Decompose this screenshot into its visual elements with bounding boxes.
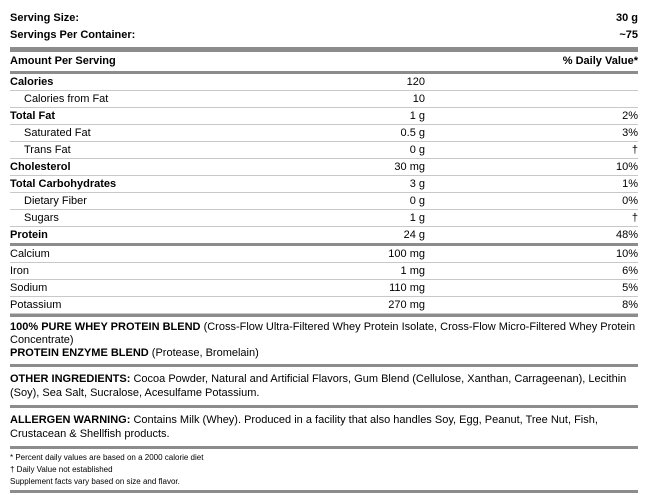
nutrient-amount: 120 (340, 74, 425, 91)
footnote: * Percent daily values are based on a 2000 calorie diet (10, 453, 204, 462)
nutrient-amount: 30 mg (340, 159, 425, 176)
minerals-table (10, 246, 638, 314)
footnotes (10, 449, 638, 488)
whey-blend-ingredients: (Cross-Flow Ultra-Filtered Whey Protein Isolate, Cross-Flow Micro-Filtered Whey Protein Concentrate) (10, 321, 636, 346)
nutrient-amount: 3 g (340, 176, 425, 193)
nutrient-name: Protein (10, 227, 340, 245)
nutrient-amount: 1 g (340, 108, 425, 125)
servings-per-container-value: ~75 (619, 29, 638, 41)
amount-per-serving-label: Amount Per Serving (10, 55, 116, 67)
nutrient-name: Sodium (10, 280, 340, 297)
footnote: † Daily Value not established (10, 465, 113, 474)
nutrient-amount: 10 (340, 91, 425, 108)
column-header-row (10, 52, 638, 71)
nutrient-daily-value: † (425, 142, 638, 159)
nutrient-row (10, 125, 638, 142)
servings-per-container-label: Servings Per Container: (10, 29, 136, 41)
other-ingredients-title: OTHER INGREDIENTS: (10, 373, 131, 385)
other-ingredients-text: Cocoa Powder, Natural and Artificial Flavors, Gum Blend (Cellulose, Xanthan, Carrageenan), Lecithin (Soy), Sea Salt, Sucralose, Acesulfame Potassium. (10, 373, 627, 399)
allergen-warning-text: Contains Milk (Whey). Produced in a facility that also handles Soy, Egg, Peanut, Tree Nut, Fish, Crustacean & Shellfish products. (10, 414, 598, 440)
nutrient-name: Total Carbohydrates (10, 176, 340, 193)
enzyme-blend-title: PROTEIN ENZYME BLEND (10, 347, 149, 359)
nutrient-name: Saturated Fat (10, 125, 340, 142)
supplement-facts-panel (10, 0, 638, 493)
other-ingredients (10, 367, 638, 405)
nutrient-name: Potassium (10, 297, 340, 314)
nutrient-row (10, 108, 638, 125)
nutrient-daily-value (425, 91, 638, 108)
nutrient-name: Iron (10, 263, 340, 280)
nutrient-daily-value: 10% (425, 246, 638, 263)
nutrient-daily-value: 5% (425, 280, 638, 297)
nutrients-table (10, 74, 638, 246)
allergen-warning (10, 408, 638, 446)
nutrient-row (10, 263, 638, 280)
nutrient-name: Cholesterol (10, 159, 340, 176)
nutrient-row (10, 297, 638, 314)
allergen-warning-title: ALLERGEN WARNING: (10, 414, 131, 426)
nutrient-row (10, 227, 638, 245)
nutrient-row (10, 210, 638, 227)
enzyme-blend-ingredients: (Protease, Bromelain) (148, 347, 259, 359)
nutrient-amount: 24 g (340, 227, 425, 245)
nutrient-daily-value: 1% (425, 176, 638, 193)
nutrient-daily-value (425, 74, 638, 91)
nutrient-name: Trans Fat (10, 142, 340, 159)
nutrient-daily-value: 2% (425, 108, 638, 125)
serving-size-label: Serving Size: (10, 12, 80, 24)
daily-value-label: % Daily Value* (562, 55, 638, 67)
nutrient-amount: 110 mg (340, 280, 425, 297)
nutrient-daily-value: 0% (425, 193, 638, 210)
nutrient-daily-value: 3% (425, 125, 638, 142)
nutrient-row (10, 193, 638, 210)
nutrient-amount: 0.5 g (340, 125, 425, 142)
nutrient-amount: 1 mg (340, 263, 425, 280)
nutrient-row (10, 142, 638, 159)
nutrient-name: Total Fat (10, 108, 340, 125)
whey-blend-text (10, 321, 638, 347)
serving-size-value: 30 g (615, 12, 638, 24)
whey-blend-title: 100% PURE WHEY PROTEIN BLEND (10, 321, 201, 333)
nutrient-name: Calories from Fat (10, 91, 340, 108)
nutrient-row (10, 91, 638, 108)
nutrient-name: Dietary Fiber (10, 193, 340, 210)
nutrient-daily-value: 10% (425, 159, 638, 176)
nutrient-daily-value: 48% (425, 227, 638, 245)
nutrient-daily-value: 8% (425, 297, 638, 314)
nutrient-row (10, 176, 638, 193)
nutrient-amount: 0 g (340, 142, 425, 159)
enzyme-blend-text (10, 347, 638, 360)
nutrient-row (10, 74, 638, 91)
nutrient-name: Calcium (10, 246, 340, 263)
nutrient-amount: 1 g (340, 210, 425, 227)
nutrient-row (10, 246, 638, 263)
bottom-divider (10, 490, 638, 493)
nutrient-daily-value: † (425, 210, 638, 227)
nutrient-amount: 0 g (340, 193, 425, 210)
serving-size-row (10, 10, 638, 27)
nutrient-amount: 270 mg (340, 297, 425, 314)
nutrient-name: Sugars (10, 210, 340, 227)
blend-section (10, 317, 638, 364)
nutrient-row (10, 159, 638, 176)
servings-per-container-row (10, 27, 638, 44)
nutrient-amount: 100 mg (340, 246, 425, 263)
nutrient-daily-value: 6% (425, 263, 638, 280)
nutrient-name: Calories (10, 74, 340, 91)
footnote: Supplement facts vary based on size and flavor. (10, 477, 180, 486)
nutrient-row (10, 280, 638, 297)
